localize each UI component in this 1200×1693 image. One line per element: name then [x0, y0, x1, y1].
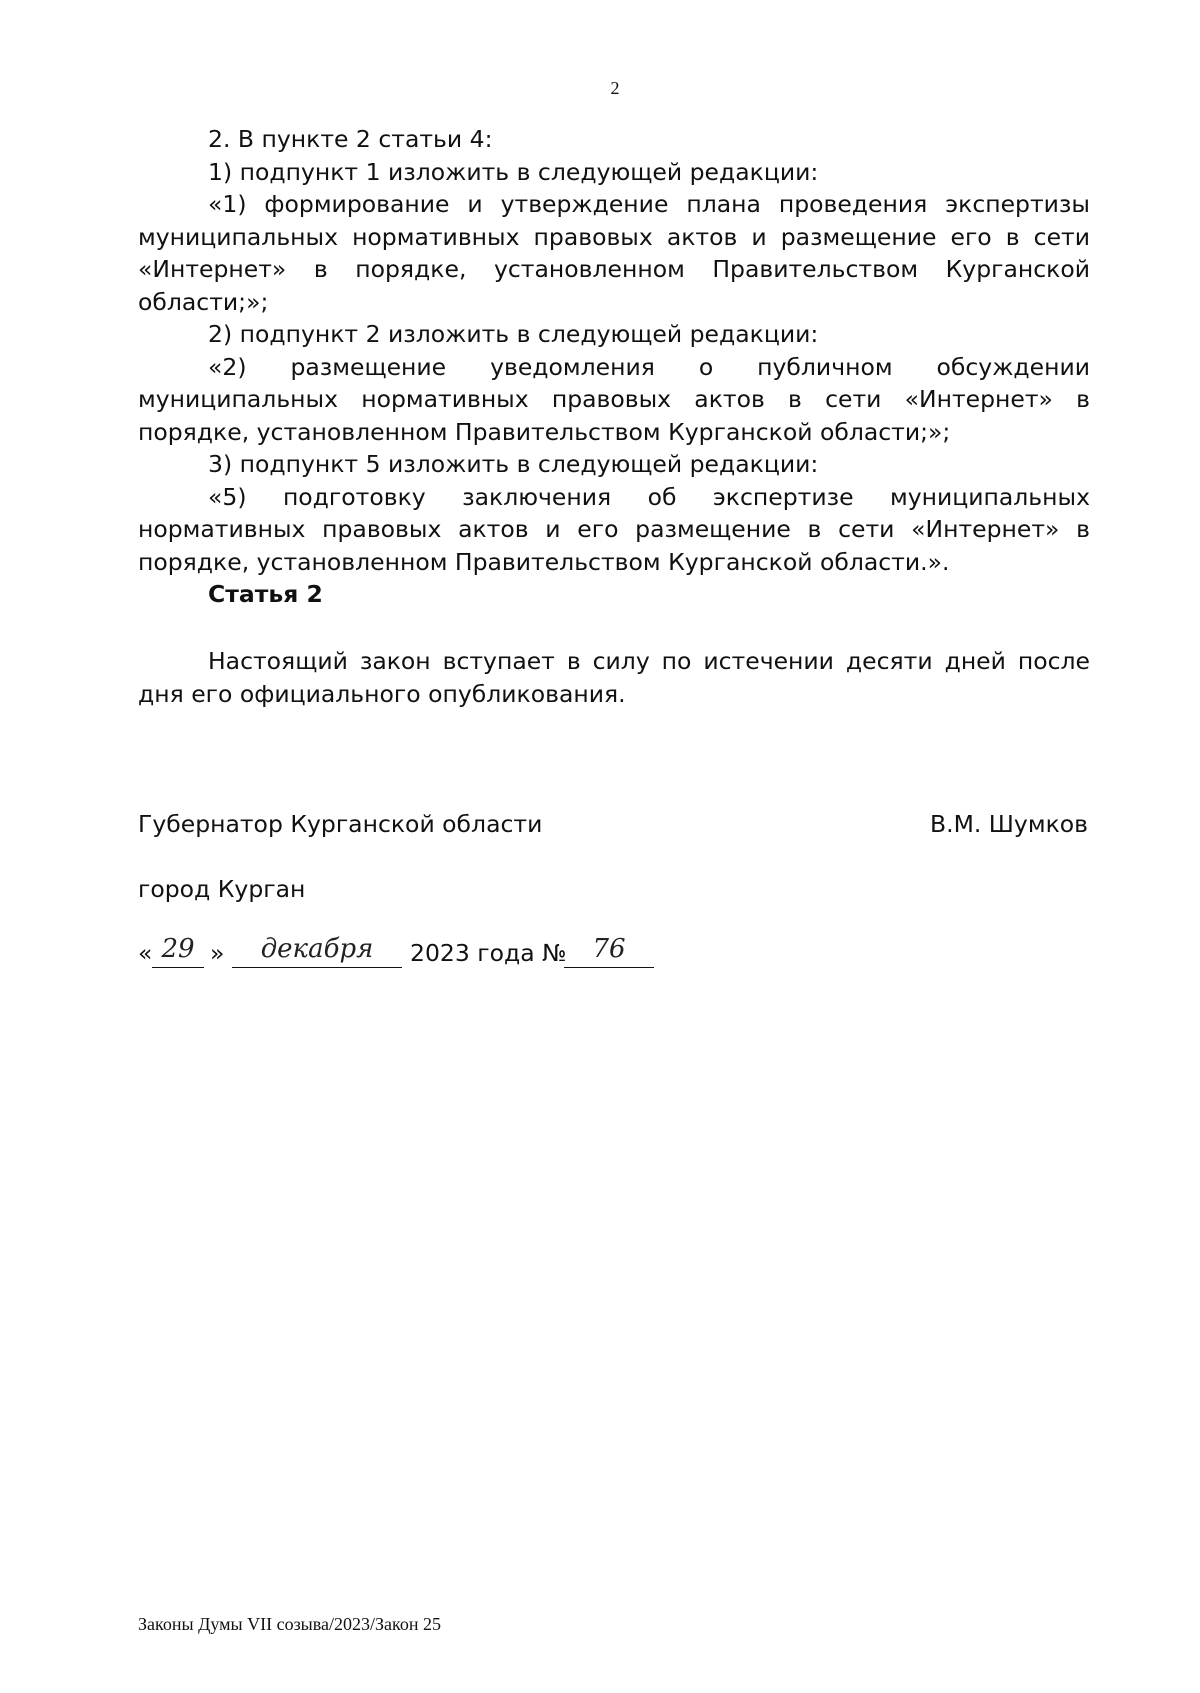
close-quote: »	[210, 939, 225, 967]
paragraph: 3) подпункт 5 изложить в следующей редакции:	[208, 450, 819, 478]
paragraph: 2) подпункт 2 изложить в следующей редакции:	[208, 320, 819, 348]
signature-block	[138, 810, 1088, 838]
handwritten-day: 29	[152, 935, 204, 968]
paragraph: 2. В пункте 2 статьи 4:	[208, 125, 493, 153]
paragraph: «2) размещение уведомления о публичном обсуждении муниципальных нормативных правовых актов в сети «Интернет» в порядке, установленном Правительством Курганской области;»;	[138, 352, 1090, 446]
open-quote: «	[138, 939, 153, 967]
page-number: 2	[610, 78, 620, 98]
article-heading: Статья 2	[208, 580, 323, 608]
paragraph: «5) подготовку заключения об экспертизе муниципальных нормативных правовых актов и его размещение в сети «Интернет» в порядке, установленном Правительством Курганской области.».	[138, 482, 1090, 576]
handwritten-month: декабря	[232, 935, 402, 968]
paragraph: «1) формирование и утверждение плана проведения экспертизы муниципальных нормативных правовых актов и размещение его в сети «Интернет» в порядке, установленном Правительством Курганской области;»;	[138, 190, 1090, 316]
article-text: Настоящий закон вступает в силу по истечении десяти дней после дня его официального опубликования.	[138, 647, 1090, 708]
year-text: 2023 года №	[410, 939, 567, 967]
amendments-section	[138, 123, 1090, 578]
paragraph: 1) подпункт 1 изложить в следующей редакции:	[208, 157, 819, 186]
signatory-name: В.М. Шумков	[930, 810, 1088, 838]
signatory-position: Губернатор Курганской области	[138, 810, 543, 838]
handwritten-number: 76	[564, 935, 654, 968]
article-body	[138, 645, 1090, 710]
footer-reference: Законы Думы VII созыва/2023/Закон 25	[138, 1614, 441, 1634]
city-line: город Курган	[138, 875, 306, 903]
date-line	[138, 935, 678, 975]
